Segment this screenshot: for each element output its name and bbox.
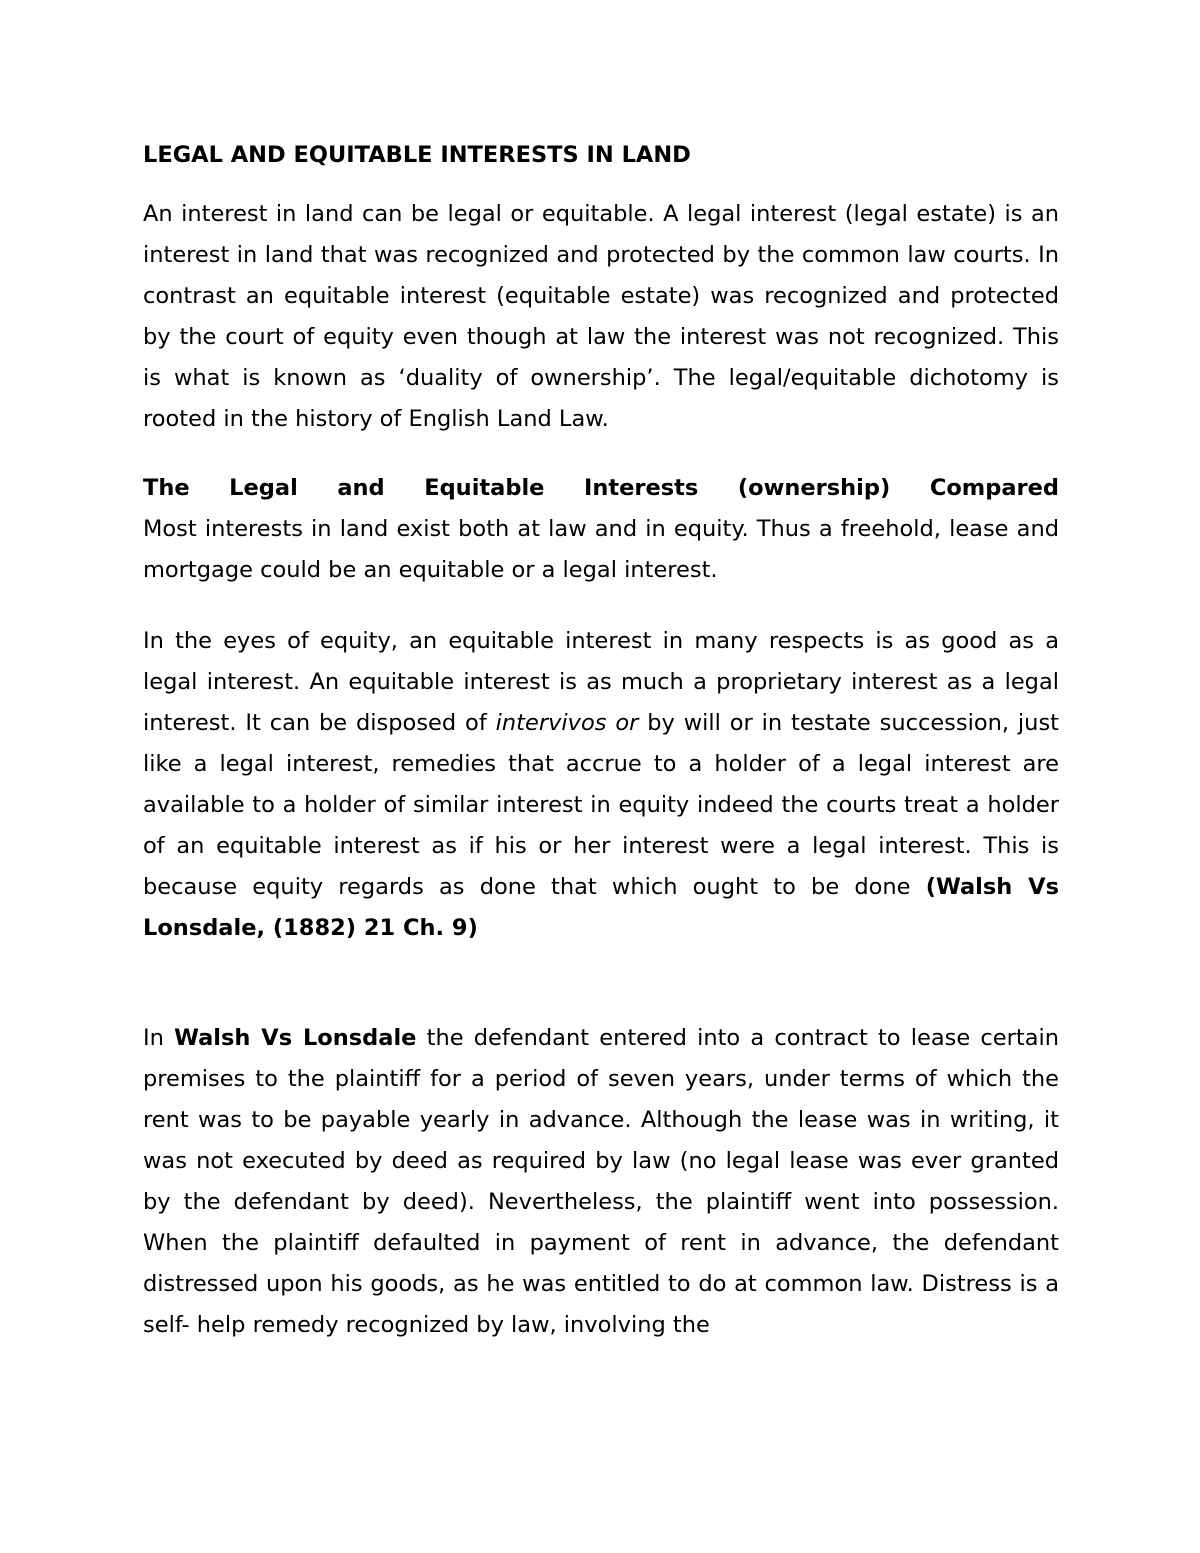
paragraph-interests-text: Most interests in land exist both at law and in equity. Thus a freehold, lease and mortgage could be an equitable or a legal interest. — [143, 516, 1059, 583]
paragraph-equity-view — [143, 621, 1059, 949]
paragraph-equity-view-text-1: In the eyes of equity, an equitable interest in many respects is as good as a legal interest. An equitable interest is as much a proprietary interest as a legal interest. It can be disposed of — [143, 628, 1059, 736]
document-body — [143, 138, 1059, 1346]
paragraph-equity-view-text-2: by will or in testate succession, just like a legal interest, remedies that accrue to a holder of a legal interest are available to a holder of similar interest in equity indeed the courts treat a holder of an equitable interest as if his or her interest were a legal interest. This is because equity regards as done that which ought to be done — [143, 710, 1059, 900]
paragraph-walsh-case — [143, 1018, 1059, 1346]
paragraph-walsh-intro: In — [143, 1025, 175, 1051]
paragraph-interests-compared — [143, 468, 1059, 591]
case-citation: (Walsh Vs Lonsdale, (1882) 21 Ch. 9) — [143, 874, 1059, 941]
italic-term: intervivos or — [495, 710, 639, 736]
case-name: Walsh Vs Lonsdale — [174, 1025, 417, 1051]
paragraph-duality-of-ownership: An interest in land can be legal or equitable. A legal interest (legal estate) is an interest in land that was recognized and protected by the common law courts. In contrast an equitable interest (equitable estate) was recognized and protected by the court of equity even though at law the interest was not recognized. This is what is known as ‘duality of ownership’. The legal/equitable dichotomy is rooted in the history of English Land Law. — [143, 201, 1059, 432]
paragraph-walsh-body: the defendant entered into a contract to lease certain premises to the plaintiff for a period of seven years, under terms of which the rent was to be payable yearly in advance. Although the lease was in writing, it was not executed by deed as required by law (no legal lease was ever granted by the defendant by deed). Nevertheless, the plaintiff went into possession. When the plaintiff defaulted in payment of rent in advance, the defendant distressed upon his goods, as he was entitled to do at common law. Distress is a self- help remedy recognized by law, involving the — [143, 1025, 1059, 1338]
section-heading: The Legal and Equitable Interests (ownership) Compared — [143, 475, 1059, 501]
document-title: LEGAL AND EQUITABLE INTERESTS IN LAND — [143, 142, 691, 168]
